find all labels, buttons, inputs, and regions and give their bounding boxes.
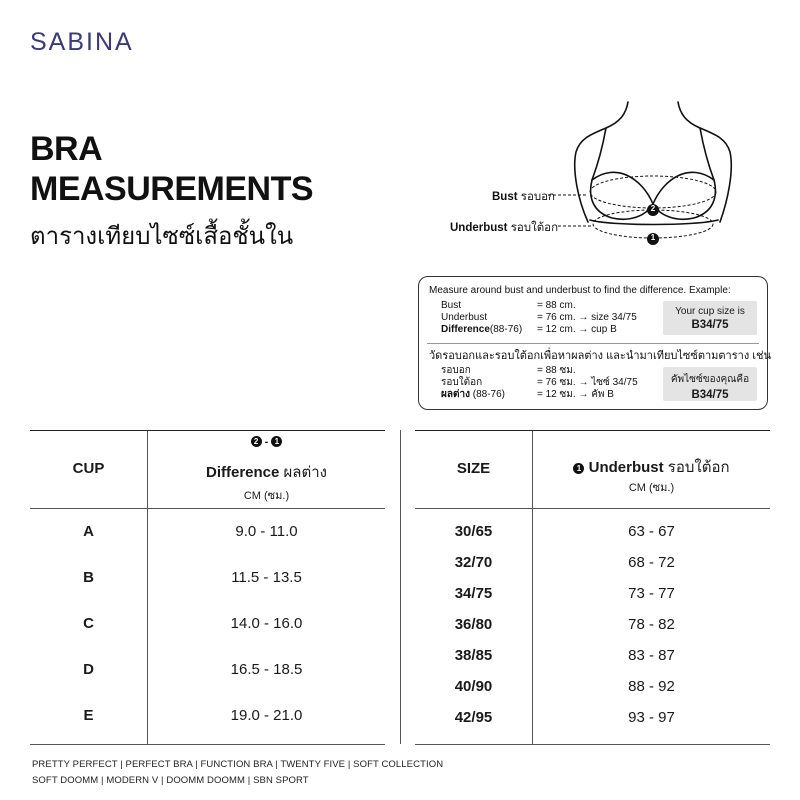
ex-en-value-3: = 12 cm. → cup B: [537, 324, 617, 335]
cup-column-header: CUP: [72, 460, 105, 477]
cup-table-top-border: [30, 430, 385, 431]
ex-th-label-2: รอบใต้อก: [441, 377, 483, 388]
difference-column-header: Difference ผลต่าง: [205, 464, 327, 481]
ex-en-value-2: = 76 cm. → size 34/75: [537, 312, 637, 323]
size-cell: 34/75: [454, 585, 493, 602]
example-intro-th: วัดรอบอกและรอบใต้อกเพื่อหาผลต่าง และนำมาเทียบไซซ์ตามตาราง เช่น: [429, 350, 771, 362]
size-cell: 42/95: [454, 709, 493, 726]
example-divider: [427, 343, 759, 344]
page-title-line1: BRA: [30, 130, 103, 168]
tables-separator: [400, 430, 401, 744]
bust-label: Bust รอบอก: [492, 191, 556, 203]
difference-cell: 9.0 - 11.0: [235, 523, 298, 540]
ex-en-value-1: = 88 cm.: [537, 300, 576, 311]
underbust-cell: 88 - 92: [628, 678, 675, 695]
ex-th-value-1: = 88 ซม.: [537, 365, 576, 376]
underbust-cell: 83 - 87: [628, 647, 675, 664]
measurement-figure: [420, 100, 780, 260]
example-box: [418, 276, 771, 410]
brand-logo: SABINA: [30, 28, 134, 56]
marker-1: 1: [650, 233, 656, 242]
size-cell: 40/90: [454, 678, 493, 695]
size-cell: 30/65: [454, 523, 493, 540]
footer-collections-line2: SOFT DOOMM | MODERN V | DOOMM DOOMM | SBN SPORT: [32, 775, 309, 786]
ex-th-value-2: = 76 ซม. → ไซซ์ 34/75: [537, 377, 638, 388]
underbust-unit: CM (ซม.): [628, 482, 675, 494]
ex-en-label-3: Difference(88-76): [441, 324, 523, 335]
underbust-column-header: 1 Underbust รอบใต้อก: [533, 455, 770, 479]
cup-size-result-th: คัพไซซ์ของคุณคือ B34/75: [663, 367, 757, 401]
underbust-cell: 73 - 77: [628, 585, 675, 602]
difference-cell: 11.5 - 13.5: [231, 569, 302, 586]
size-column-header: SIZE: [456, 460, 491, 477]
ex-en-label-2: Underbust: [441, 312, 488, 323]
cup-cell: D: [83, 661, 94, 678]
ex-th-label-3: ผลต่าง (88-76): [441, 389, 506, 400]
cup-cell: E: [83, 707, 94, 724]
underbust-cell: 78 - 82: [628, 616, 675, 633]
cup-size-result-en: Your cup size is B34/75: [663, 301, 757, 335]
difference-cell: 16.5 - 18.5: [230, 661, 303, 678]
underbust-label: Underbust รอบใต้อก: [450, 222, 559, 234]
size-cell: 36/80: [454, 616, 493, 633]
cup-cell: A: [83, 523, 94, 540]
underbust-cell: 93 - 97: [628, 709, 675, 726]
page-subtitle: ตารางเทียบไซซ์เสื้อชั้นใน: [30, 223, 294, 250]
ex-th-label-1: รอบอก: [441, 365, 471, 376]
cup-cell: B: [83, 569, 94, 586]
size-table-top-border: [415, 430, 770, 431]
footer-collections-line1: PRETTY PERFECT | PERFECT BRA | FUNCTION BRA | TWENTY FIVE | SOFT COLLECTION: [32, 759, 444, 770]
ex-en-label-1: Bust: [441, 300, 462, 311]
marker-2: 2: [650, 204, 656, 213]
cup-cell: C: [83, 615, 94, 632]
size-table-header-bottom: [415, 508, 770, 509]
ex-th-value-3: = 12 ซม. → คัพ B: [537, 389, 614, 400]
underbust-cell: 68 - 72: [628, 554, 675, 571]
difference-unit: CM (ซม.): [243, 490, 290, 502]
cup-table-header-bottom: [30, 508, 385, 509]
page-title-line2: MEASUREMENTS: [30, 170, 314, 208]
difference-markers: 2 - 1: [148, 436, 385, 448]
size-table-bottom-border: [415, 744, 770, 745]
cup-table-bottom-border: [30, 744, 385, 745]
difference-cell: 19.0 - 21.0: [230, 707, 303, 724]
underbust-cell: 63 - 67: [628, 523, 675, 540]
difference-cell: 14.0 - 16.0: [230, 615, 303, 632]
size-cell: 32/70: [454, 554, 493, 571]
size-cell: 38/85: [454, 647, 493, 664]
example-intro-en: Measure around bust and underbust to find the difference. Example:: [429, 285, 731, 296]
